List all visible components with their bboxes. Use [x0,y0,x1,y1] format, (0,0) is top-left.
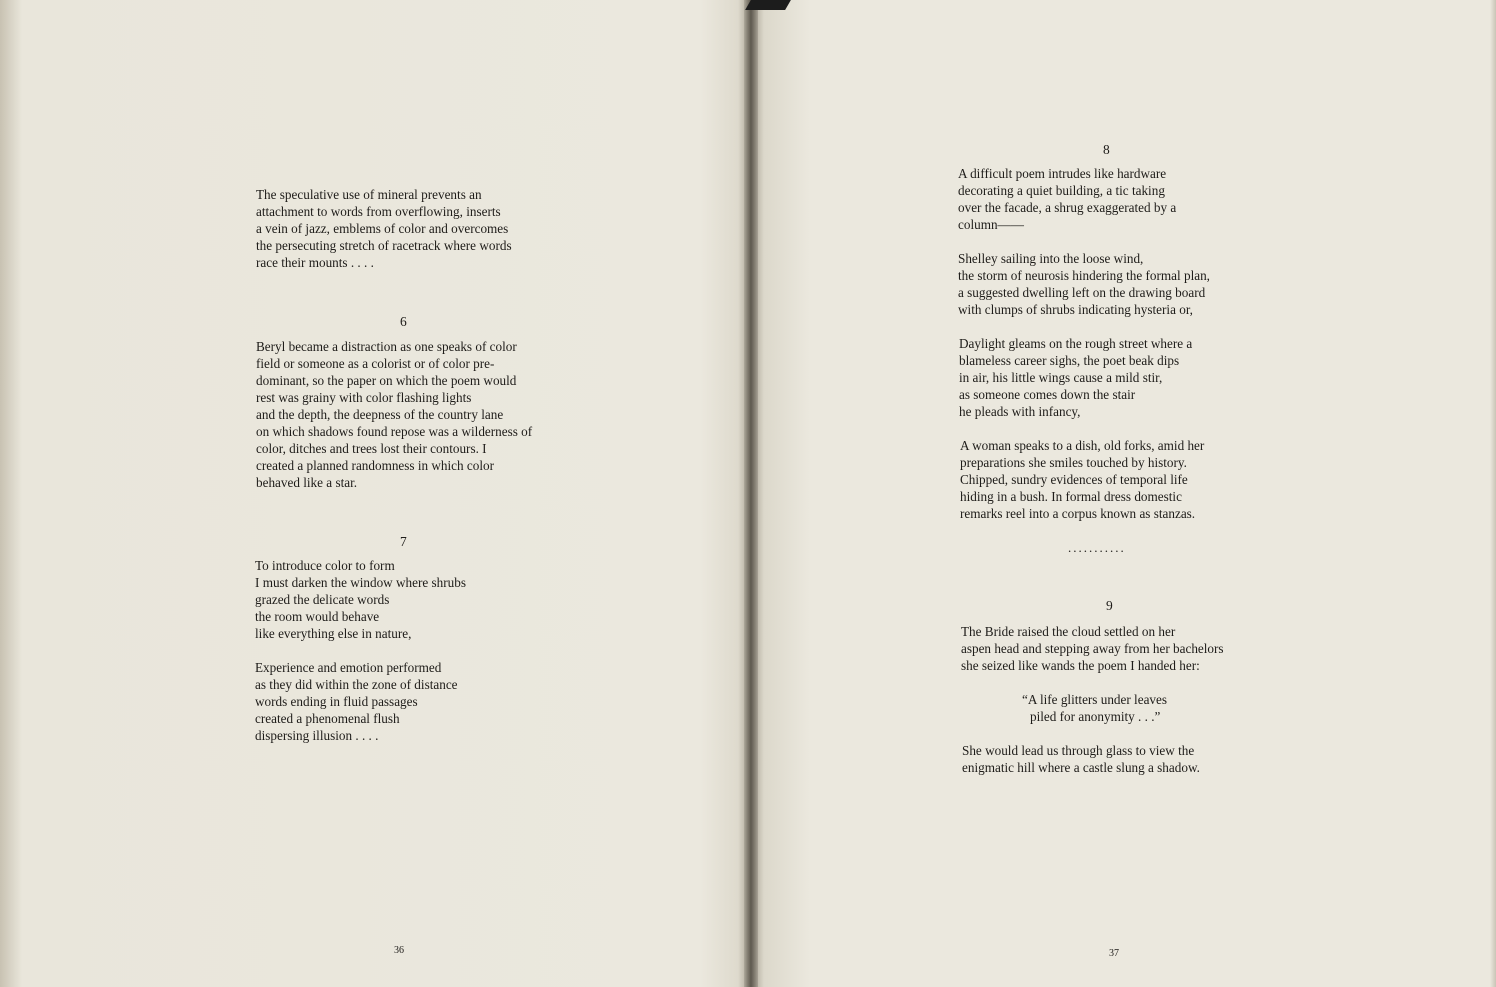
poem-line: over the facade, a shrug exaggerated by a [958,200,1177,215]
poem-line: behaved like a star. [256,475,358,490]
poem-line: dominant, so the paper on which the poem would [256,373,517,388]
poem-line: Beryl became a distraction as one speaks of color [256,339,517,354]
poem-line: he pleads with infancy, [959,404,1081,419]
poem-line: with clumps of shrubs indicating hysteria or, [958,302,1193,317]
section-9-stanza-1 [961,623,1224,674]
poem-line: I must darken the window where shrubs [255,575,466,590]
quote-line: “A life glitters under leaves [1022,692,1168,707]
section-8-stanza-4 [960,437,1204,522]
section-8-stanza-1 [958,165,1176,233]
poem-line: blameless career sighs, the poet beak dips [959,353,1180,368]
poem-line: She would lead us through glass to view the [962,743,1195,758]
book-gutter [744,0,758,987]
poem-line: in air, his little wings cause a mild stir, [959,370,1163,385]
section-separator: ........... [1068,540,1126,555]
poem-line: Daylight gleams on the rough street where a [959,336,1193,351]
poem-line: the room would behave [255,609,380,624]
poem-line: enigmatic hill where a castle slung a shadow. [962,760,1200,775]
section-7-stanza-2 [255,659,458,744]
section-9-quote [1022,691,1167,725]
right-page [750,0,1496,987]
poem-line: Shelley sailing into the loose wind, [958,251,1144,266]
poem-line: To introduce color to form [255,558,395,573]
poem-line: remarks reel into a corpus known as stanzas. [960,506,1196,521]
section-number-6: 6 [400,314,407,329]
section-number-8: 8 [1103,142,1110,157]
poem-line: hiding in a bush. In formal dress domestic [960,489,1182,504]
poem-line: created a planned randomness in which color [256,458,495,473]
poem-line: rest was grainy with color flashing lights [256,390,472,405]
poem-line: on which shadows found repose was a wilderness of [256,424,533,439]
poem-line: A difficult poem intrudes like hardware [958,166,1167,181]
poem-line: as someone comes down the stair [959,387,1136,402]
section-8-stanza-3 [959,335,1192,420]
page-number-left: 36 [394,945,404,956]
poem-line: column—— [958,217,1024,232]
poem-line: grazed the delicate words [255,592,390,607]
poem-line: decorating a quiet building, a tic taking [958,183,1165,198]
poem-line: The Bride raised the cloud settled on her [961,624,1176,639]
section-6-stanza [256,338,532,491]
intro-stanza [256,186,512,271]
poem-line: and the depth, the deepness of the country lane [256,407,504,422]
poem-line: a vein of jazz, emblems of color and overcomes [256,221,509,236]
poem-line: attachment to words from overflowing, inserts [256,204,501,219]
poem-line: Chipped, sundry evidences of temporal life [960,472,1188,487]
section-7-stanza-1 [255,557,466,642]
page-number-right: 37 [1109,948,1119,959]
poem-line: the storm of neurosis hindering the formal plan, [958,268,1210,283]
poem-line: aspen head and stepping away from her bachelors [961,641,1224,656]
poem-line: the persecuting stretch of racetrack where words [256,238,512,253]
poem-line: color, ditches and trees lost their contours. I [256,441,487,456]
poem-line: dispersing illusion . . . . [255,728,379,743]
section-number-9: 9 [1106,598,1113,613]
book-cover-corner [745,0,791,10]
poem-line: preparations she smiles touched by history. [960,455,1187,470]
poem-line: Experience and emotion performed [255,660,442,675]
poem-line: words ending in fluid passages [255,694,418,709]
poem-line: field or someone as a colorist or of color pre- [256,356,495,371]
poem-line: The speculative use of mineral prevents an [256,187,482,202]
poem-line: she seized like wands the poem I handed her: [961,658,1200,673]
poem-line: a suggested dwelling left on the drawing board [958,285,1206,300]
poem-line: like everything else in nature, [255,626,412,641]
section-9-stanza-2 [962,742,1200,776]
poem-line: as they did within the zone of distance [255,677,458,692]
poem-line: created a phenomenal flush [255,711,400,726]
section-8-stanza-2 [958,250,1210,318]
poem-line: A woman speaks to a dish, old forks, amid her [960,438,1205,453]
quote-line: piled for anonymity . . .” [1030,709,1161,724]
poem-line: race their mounts . . . . [256,255,374,270]
section-number-7: 7 [400,534,407,549]
